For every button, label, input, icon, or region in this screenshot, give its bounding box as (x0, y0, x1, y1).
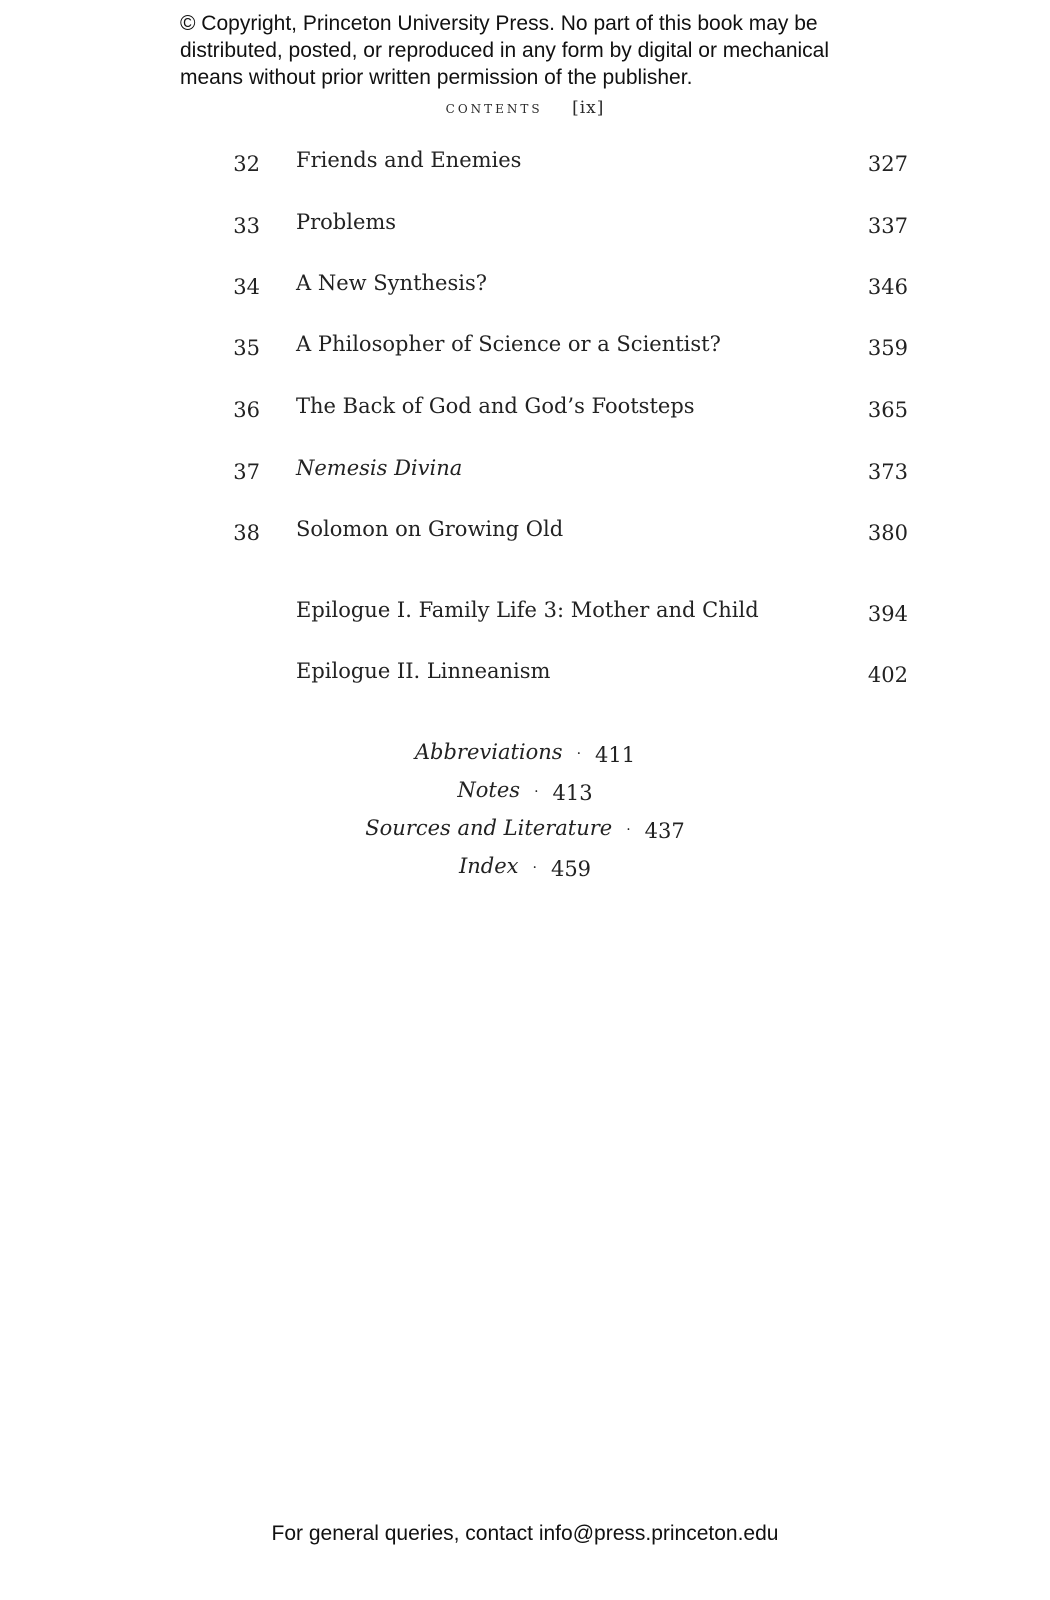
epilogue-title: Epilogue I. Family Life 3: Mother and Child (296, 598, 759, 622)
epilogue-entry (0, 659, 1050, 699)
chapter-number: 35 (233, 336, 260, 360)
chapter-title: Nemesis Divina (296, 456, 463, 480)
back-matter-title: Sources and Literature (365, 816, 613, 840)
toc-entry (0, 271, 1050, 311)
chapter-title: Solomon on Growing Old (296, 517, 564, 541)
back-matter-title: Abbreviations (414, 740, 563, 764)
chapter-number: 36 (233, 398, 260, 422)
separator-dot: · (626, 821, 631, 838)
epilogue-title: Epilogue II. Linneanism (296, 659, 551, 683)
back-matter-title: Notes (457, 778, 521, 802)
running-head-page-number: [ix] (572, 98, 605, 118)
running-head-title: contents (445, 98, 543, 118)
epilogue-page: 394 (867, 602, 908, 626)
chapter-number: 38 (233, 521, 260, 545)
back-matter-title: Index (458, 854, 519, 878)
chapter-number: 33 (233, 214, 260, 238)
chapter-title: A New Synthesis? (296, 271, 487, 295)
chapter-title: Friends and Enemies (296, 148, 522, 172)
chapter-page: 337 (867, 214, 908, 238)
epilogue-page: 402 (867, 663, 908, 687)
epilogue-entry (0, 598, 1050, 638)
chapter-page: 380 (867, 521, 908, 545)
chapter-page: 327 (867, 152, 908, 176)
footer-contact: For general queries, contact info@press.princeton.edu (271, 1522, 779, 1545)
chapter-page: 346 (867, 275, 908, 299)
toc-entry (0, 148, 1050, 188)
back-matter-entry (0, 778, 1050, 805)
copyright-line: © Copyright, Princeton University Press. No part of this book may be (180, 12, 818, 35)
chapter-title: A Philosopher of Science or a Scientist? (296, 332, 721, 356)
back-matter-entry (0, 854, 1050, 881)
separator-dot: · (576, 745, 582, 762)
chapter-title: Problems (296, 210, 397, 234)
back-matter-page: 459 (550, 857, 592, 881)
back-matter-entry (0, 740, 1050, 767)
copyright-line: distributed, posted, or reproduced in any form by digital or mechanical (180, 39, 830, 62)
copyright-line: means without prior written permission of the publisher. (180, 66, 693, 89)
chapter-title: The Back of God and God’s Footsteps (296, 394, 695, 418)
back-matter-page: 411 (595, 743, 636, 767)
chapter-number: 34 (233, 275, 260, 299)
toc-entry (0, 394, 1050, 434)
chapter-page: 359 (867, 336, 908, 360)
chapter-number: 37 (233, 460, 260, 484)
back-matter-page: 413 (552, 781, 593, 805)
toc-entry (0, 210, 1050, 250)
chapter-page: 365 (867, 398, 908, 422)
separator-dot: · (534, 783, 539, 800)
back-matter-page: 437 (644, 819, 685, 843)
copyright-notice (180, 10, 900, 91)
toc-entry (0, 332, 1050, 372)
chapter-number: 32 (233, 152, 260, 176)
back-matter-entry (0, 816, 1050, 843)
running-head (0, 98, 1050, 118)
chapter-page: 373 (867, 460, 908, 484)
toc-entry (0, 456, 1050, 496)
separator-dot: · (532, 859, 537, 876)
toc-entry (0, 517, 1050, 557)
